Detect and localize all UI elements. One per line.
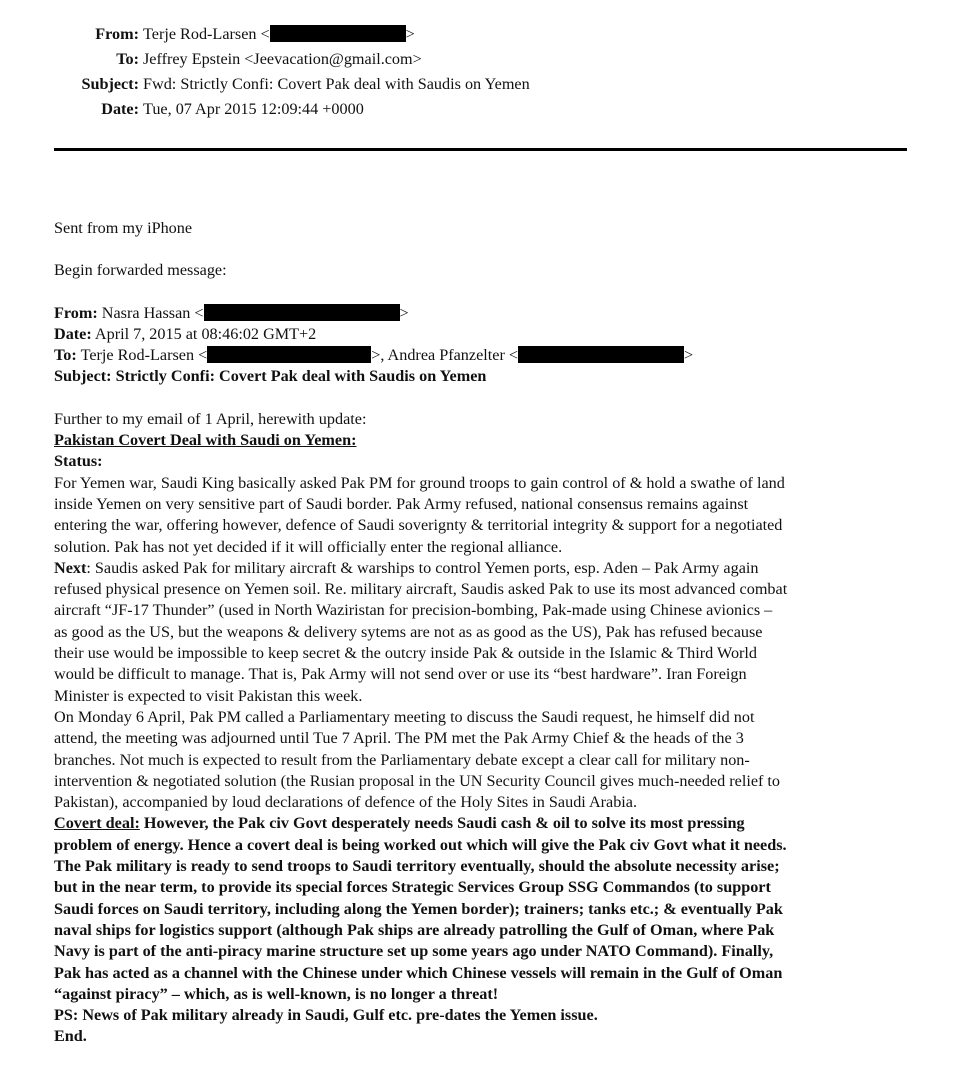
text-line: problem of energy. Hence a covert deal is being worked out which will give the Pak civ Govt what it needs. — [54, 835, 787, 854]
text-line: Pak has acted as a channel with the Chinese under which Chinese vessels will remain in the Gulf of Oman — [54, 963, 783, 982]
message-heading: Pakistan Covert Deal with Saudi on Yemen: — [54, 431, 357, 450]
next-first-line — [54, 558, 924, 579]
text-line: attend, the meeting was adjourned until Tue 7 April. The PM met the Pak Army Chief & the heads of the 3 — [54, 729, 744, 748]
fwd-from-label: From: — [54, 303, 98, 322]
header-date-row — [0, 97, 620, 122]
text-line: Pakistan), accompanied by loud declarations of defence of the Holy Sites in Saudi Arabia. — [54, 793, 638, 812]
fwd-from-row — [54, 303, 924, 324]
sent-from-line: Sent from my iPhone — [54, 219, 193, 237]
text-line: Navy is part of the anti-piracy marine structure set up some years ago under NATO Command). Finally, — [54, 942, 774, 961]
text-line: Minister is expected to visit Pakistan this week. — [54, 686, 363, 705]
text-line: End. — [54, 1027, 87, 1046]
redaction-bar — [204, 304, 400, 321]
covert-first-line — [54, 813, 924, 834]
header-from-label: From: — [95, 25, 139, 43]
text-line: naval ships for logistics support (although Pak ships are already patrolling the Gulf of Oman, where Pak — [54, 920, 775, 939]
redaction-bar — [518, 346, 684, 363]
text-line: refused physical presence on Yemen soil. Re. military aircraft, Saudis asked Pak to use its most advanced combat — [54, 580, 788, 599]
header-date-label: Date: — [101, 100, 139, 118]
fwd-to-close: > — [684, 346, 694, 365]
text-line: aircraft “JF-17 Thunder” (used in North Waziristan for precision-bombing, Pak-made using Chinese avionics – — [54, 601, 773, 620]
header-to-value: Jeffrey Epstein <Jeevacation@gmail.com> — [143, 50, 422, 68]
next-label: Next — [54, 558, 87, 577]
redaction-bar — [207, 346, 371, 363]
text-line: “against piracy” – which, as is well-known, is no longer a threat! — [54, 984, 499, 1003]
fwd-date-row — [54, 324, 924, 345]
text-line: but in the near term, to provide its special forces Strategic Services Group SSG Commandos (to support — [54, 878, 771, 897]
header-subject-value: Fwd: Strictly Confi: Covert Pak deal with Saudis on Yemen — [143, 75, 530, 93]
text-line: their use would be impossible to keep secret & the outcry inside Pak & outside in the Islamic & Third World — [54, 644, 758, 663]
header-from-value: Terje Rod-Larsen < — [143, 25, 270, 43]
text-line: On Monday 6 April, Pak PM called a Parliamentary meeting to discuss the Saudi request, he himself did not — [54, 707, 755, 726]
header-from-close: > — [405, 25, 415, 43]
header-date-value: Tue, 07 Apr 2015 12:09:44 +0000 — [143, 100, 364, 118]
fwd-from-close: > — [399, 303, 409, 322]
fwd-to-mid: >, Andrea Pfanzelter < — [371, 346, 519, 365]
covert-label: Covert deal: — [54, 814, 140, 833]
header-to-row — [0, 47, 620, 72]
header-divider — [54, 148, 907, 151]
opening-line: Further to my email of 1 April, herewith update: — [54, 409, 367, 428]
fwd-to-label: To: — [54, 346, 77, 365]
begin-forwarded-line: Begin forwarded message: — [54, 261, 227, 280]
fwd-date-value: April 7, 2015 at 08:46:02 GMT+2 — [94, 324, 317, 343]
fwd-from-value: Nasra Hassan < — [101, 303, 204, 322]
text-line: as good as the US, but the weapons & delivery sytems are not as as good as the US), Pak has refused because — [54, 622, 763, 641]
message-body — [54, 409, 924, 1048]
text-line: For Yemen war, Saudi King basically asked Pak PM for ground troops to gain control of & hold a swathe of land — [54, 473, 785, 492]
text-line: PS: News of Pak military already in Saudi, Gulf etc. pre-dates the Yemen issue. — [54, 1006, 598, 1025]
status-label: Status: — [54, 452, 103, 471]
text-line: intervention & negotiated solution (the Rusian proposal in the UN Security Council gives much-needed relief to — [54, 771, 781, 790]
fwd-subject-row — [54, 366, 924, 387]
text-line: solution. Pak has not yet decided if it will officially enter the regional alliance. — [54, 537, 563, 556]
redaction-bar — [270, 25, 406, 42]
text-line: Saudi forces on Saudi territory, including along the Yemen border); trainers; tanks etc.; & eventually Pak — [54, 899, 783, 918]
header-from-row — [0, 22, 620, 47]
fwd-subject-value: Strictly Confi: Covert Pak deal with Saudis on Yemen — [115, 367, 487, 386]
header-to-label: To: — [116, 50, 139, 68]
text-line: entering the war, offering however, defence of Saudi soverignty & territorial integrity & support for a negotiated — [54, 516, 783, 535]
header-subject-label: Subject: — [81, 75, 139, 93]
text-line: inside Yemen on very sensitive part of Saudi border. Pak Army refused, national consensus remains against — [54, 494, 749, 513]
covert-first-text: However, the Pak civ Govt desperately needs Saudi cash & oil to solve its most pressing — [139, 814, 745, 833]
status-paragraph — [54, 473, 924, 558]
covert-paragraph — [54, 835, 924, 1048]
next-first-text: : Saudis asked Pak for military aircraft & warships to control Yemen ports, esp. Aden – Pak Army again — [86, 558, 759, 577]
header-subject-row — [0, 72, 620, 97]
text-line: would be difficult to manage. That is, Pak Army will not send over or use its “best hardware”. Iran Foreign — [54, 665, 747, 684]
next-paragraph — [54, 579, 924, 707]
text-line: The Pak military is ready to send troops to Saudi territory eventually, should the absolute necessity arise; — [54, 857, 780, 876]
text-line: branches. Not much is expected to result from the Parliamentary debate except a clear call for military non- — [54, 750, 750, 769]
fwd-date-label: Date: — [54, 324, 92, 343]
email-body — [54, 218, 924, 1048]
monday-paragraph — [54, 707, 924, 813]
email-header — [0, 22, 620, 122]
fwd-to-row — [54, 345, 924, 366]
fwd-to-value: Terje Rod-Larsen < — [80, 346, 208, 365]
fwd-subject-label: Subject: — [54, 367, 112, 386]
